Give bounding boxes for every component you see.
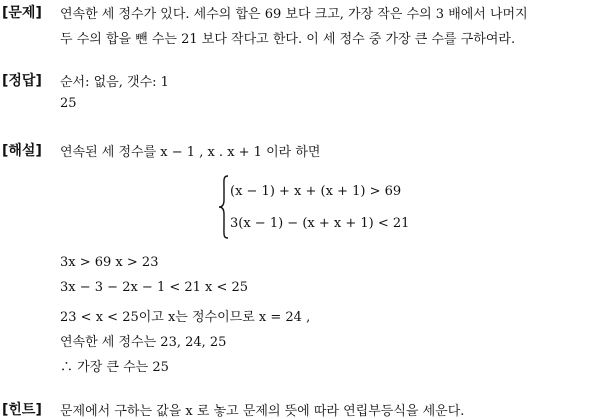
solution-step-4: 연속한 세 정수는 23, 24, 25 xyxy=(60,335,227,350)
inequality-2: 3(x − 1) − (x + x + 1) < 21 xyxy=(230,216,410,231)
problem-line-1: 연속한 세 정수가 있다. 세수의 합은 69 보다 크고, 가장 작은 수의 3 배에서 나머지 xyxy=(60,7,528,22)
answer-meta: 순서: 없음, 갯수: 1 xyxy=(60,75,169,90)
inequality-1: (x − 1) + x + (x + 1) > 69 xyxy=(230,184,402,199)
solution-step-3: 23 < x < 25이고 x는 정수이므로 x = 24 , xyxy=(60,310,311,325)
answer-value: 25 xyxy=(60,96,77,111)
problem-line-2: 두 수의 합을 뺀 수는 21 보다 작다고 한다. 이 세 정수 중 가장 큰 수를 구하여라. xyxy=(60,32,516,47)
solution-step-5: ∴ 가장 큰 수는 25 xyxy=(60,360,169,375)
inequality-system xyxy=(218,174,438,240)
problem-label: [문제] xyxy=(2,5,42,21)
solution-step-2: 3x − 3 − 2x − 1 < 21 x < 25 xyxy=(60,280,249,295)
explanation-label: [해설] xyxy=(2,143,42,159)
hint-label: [힌트] xyxy=(2,402,42,418)
hint-text: 문제에서 구하는 값을 x 로 놓고 문제의 뜻에 따라 연립부등식을 세운다. xyxy=(60,404,465,419)
solution-step-1: 3x > 69 x > 23 xyxy=(60,255,159,270)
explanation-intro: 연속된 세 정수를 x − 1 , x . x + 1 이라 하면 xyxy=(60,145,321,160)
answer-label: [정답] xyxy=(2,73,42,89)
left-brace-icon xyxy=(218,174,230,240)
